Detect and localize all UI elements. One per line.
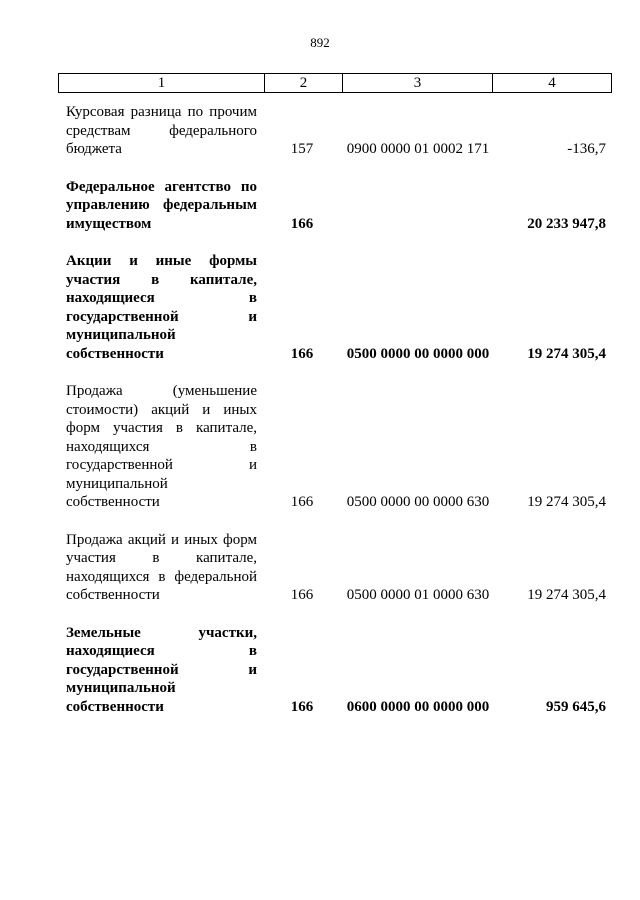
row-code: 166 xyxy=(290,345,314,362)
row-name: Земельные участки, находящиеся в государственной и муниципальной собственности xyxy=(66,624,257,715)
row-name: Акции и иные формы участия в капитале, находящиеся в государственной и муниципальной собственности xyxy=(66,253,257,362)
table-row xyxy=(58,252,612,363)
table-header-row xyxy=(58,73,612,93)
row-amount: -136,7 xyxy=(567,141,606,157)
column-header-3: 3 xyxy=(342,74,492,92)
row-amount: 19 274 305,4 xyxy=(527,587,606,603)
row-amount: 959 645,6 xyxy=(546,698,606,715)
row-kbk: 0600 0000 00 0000 000 xyxy=(346,698,490,715)
table-row xyxy=(58,531,612,605)
row-name: Федеральное агентство по управлению федеральным имуществом xyxy=(66,178,257,232)
table-row xyxy=(58,624,612,717)
row-code: 166 xyxy=(290,494,314,510)
row-code: 157 xyxy=(290,141,314,157)
row-name: Курсовая разница по прочим средствам федерального бюджета xyxy=(66,104,257,157)
row-kbk: 0500 0000 01 0000 630 xyxy=(346,587,490,603)
table-row xyxy=(58,382,612,512)
row-amount: 19 274 305,4 xyxy=(527,345,606,362)
row-amount: 19 274 305,4 xyxy=(527,494,606,510)
column-header-1: 1 xyxy=(157,75,166,91)
row-kbk: 0500 0000 00 0000 630 xyxy=(346,494,490,510)
table-row xyxy=(58,178,612,234)
row-code: 166 xyxy=(290,215,314,232)
table-row xyxy=(58,103,612,159)
row-kbk: 0500 0000 00 0000 000 xyxy=(346,345,490,362)
column-header-4: 4 xyxy=(492,74,611,92)
row-code: 166 xyxy=(290,698,314,715)
budget-table xyxy=(58,73,612,716)
row-code: 166 xyxy=(290,587,314,603)
column-header-2: 2 xyxy=(264,74,342,92)
row-amount: 20 233 947,8 xyxy=(527,215,606,232)
row-name: Продажа акций и иных форм участия в капитале, находящихся в федеральной собственности xyxy=(66,531,257,603)
row-name: Продажа (уменьшение стоимости) акций и иных форм участия в капитале, находящихся в государственной и муниципальной собственности xyxy=(66,383,257,510)
row-kbk: 0900 0000 01 0002 171 xyxy=(346,141,490,157)
page-number: 892 xyxy=(310,35,330,50)
